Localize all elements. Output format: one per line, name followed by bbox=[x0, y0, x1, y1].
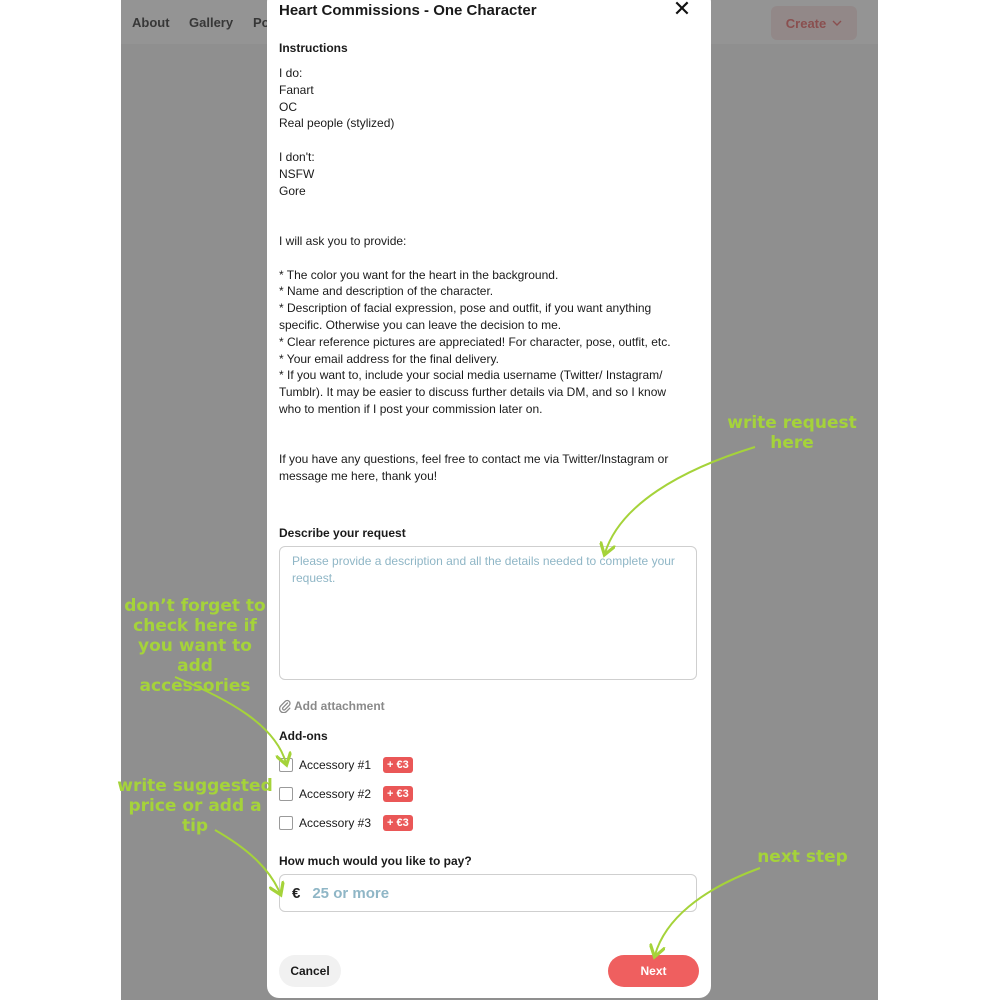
instructions-text: I do: Fanart OC Real people (stylized) I don't: NSFW Gore I will ask you to provide: * The color you want for the heart in the background. * Name and description of the character. * Description of facial expression, pose and outfit, if you want anything specific. Otherwise you can leave the decision to me. * Clear reference pictures are appreciated! For character, pose, outfit, etc. * Your email address for the final delivery. * If you want to, include your social media username (Twitter/ Instagram/ Tumblr). It may be easier to discuss further details via DM, and so I know who to mention if I post your commission later on. If you have any questions, feel free to contact me via Twitter/Instagram or message me here, thank you! bbox=[279, 66, 671, 484]
paperclip-icon bbox=[279, 699, 291, 713]
addon-row-1 bbox=[279, 755, 413, 775]
addon-price-badge-1: + €3 bbox=[383, 757, 413, 773]
pay-amount-input[interactable] bbox=[310, 884, 674, 903]
add-attachment-label: Add attachment bbox=[294, 699, 385, 713]
annotation-next-step: next step bbox=[757, 847, 848, 867]
instructions-heading: Instructions bbox=[279, 41, 348, 55]
pay-field bbox=[279, 874, 697, 912]
addons-label: Add-ons bbox=[279, 729, 328, 743]
annotation-suggested-price: write suggested price or add a tip bbox=[117, 776, 273, 836]
currency-symbol: € bbox=[292, 884, 301, 902]
addon-checkbox-1[interactable] bbox=[279, 758, 293, 772]
annotation-write-request: write request here bbox=[727, 413, 857, 453]
request-textarea[interactable] bbox=[279, 546, 697, 680]
request-label: Describe your request bbox=[279, 526, 406, 540]
add-attachment-link[interactable] bbox=[279, 699, 385, 713]
addon-name-3: Accessory #3 bbox=[299, 816, 372, 830]
next-button[interactable]: Next bbox=[608, 955, 699, 987]
cancel-button[interactable]: Cancel bbox=[279, 955, 341, 987]
pay-label: How much would you like to pay? bbox=[279, 854, 472, 868]
addon-checkbox-2[interactable] bbox=[279, 787, 293, 801]
commission-modal bbox=[267, 0, 711, 998]
addon-price-badge-3: + €3 bbox=[383, 815, 413, 831]
addon-checkbox-3[interactable] bbox=[279, 816, 293, 830]
addon-price-badge-2: + €3 bbox=[383, 786, 413, 802]
addon-name-2: Accessory #2 bbox=[299, 787, 372, 801]
addon-row-3 bbox=[279, 813, 413, 833]
addon-row-2 bbox=[279, 784, 413, 804]
close-icon[interactable]: ✕ bbox=[672, 0, 692, 21]
addon-name-1: Accessory #1 bbox=[299, 758, 372, 772]
modal-title: Heart Commissions - One Character bbox=[279, 2, 537, 19]
annotation-check-here: don’t forget to check here if you want to add accessories bbox=[124, 596, 266, 696]
